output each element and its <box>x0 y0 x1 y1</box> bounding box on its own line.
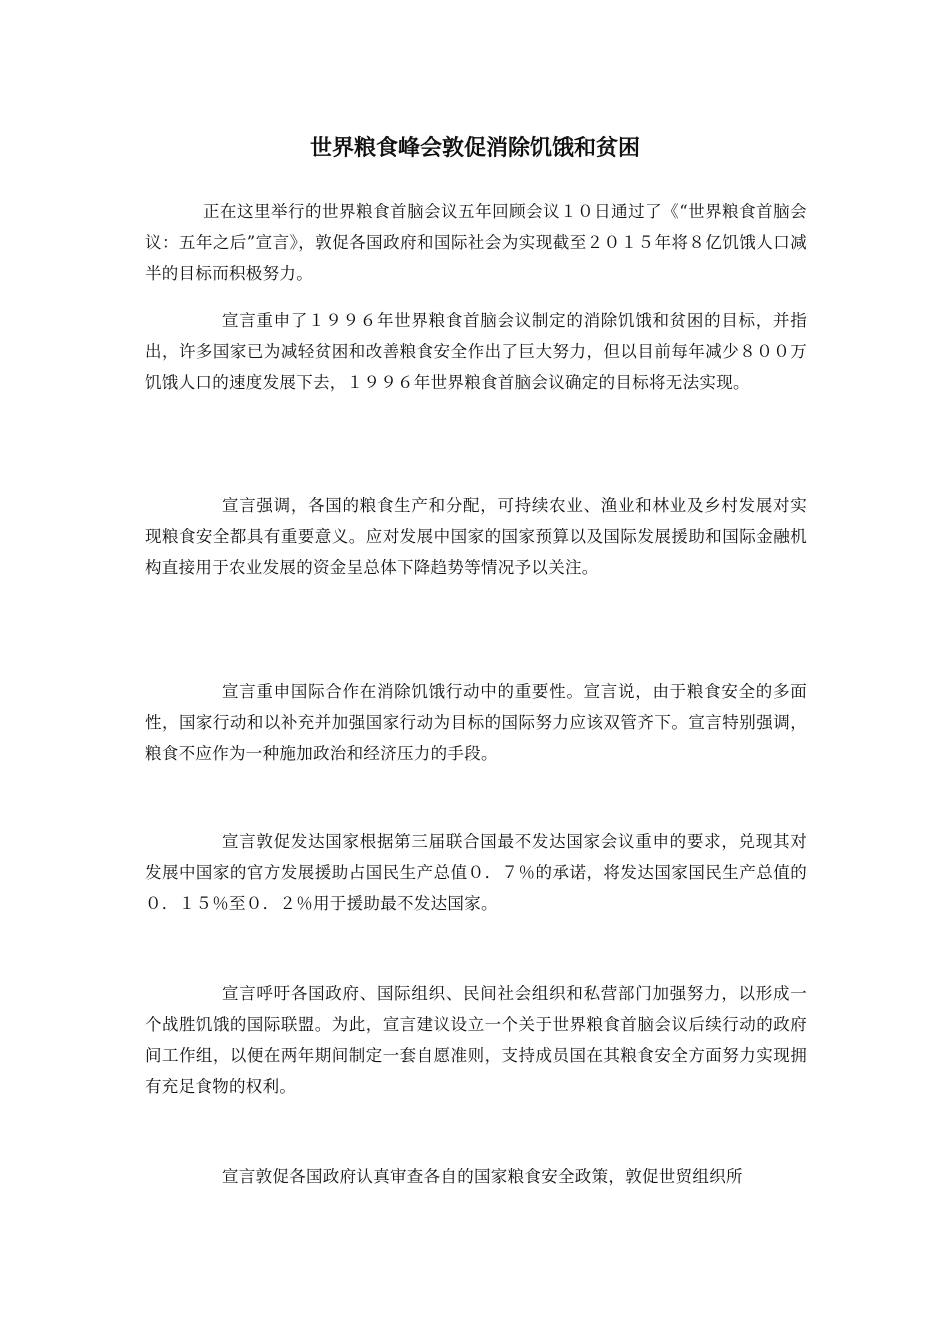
paragraph-1: 正在这里举行的世界粮食首脑会议五年回顾会议１０日通过了《“世界粮食首脑会议：五年之后”宣言》，敦促各国政府和国际社会为实现截至２０１５年将８亿饥饿人口减半的目标而积极努力。 <box>145 202 807 283</box>
paragraph-4: 宣言重申国际合作在消除饥饿行动中的重要性。宣言说，由于粮食安全的多面性，国家行动和以补充并加强国家行动为目标的国际努力应该双管齐下。宣言特别强调，粮食不应作为一种施加政治和经济压力的手段。 <box>145 682 807 763</box>
paragraph-7: 宣言敦促各国政府认真审查各自的国家粮食安全政策，敦促世贸组织所 <box>222 1167 743 1186</box>
paragraph-6: 宣言呼吁各国政府、国际组织、民间社会组织和私营部门加强努力，以形成一个战胜饥饿的国际联盟。为此，宣言建议设立一个关于世界粮食首脑会议后续行动的政府间工作组，以便在两年期间制定一套自愿准则，支持成员国在其粮食安全方面努力实现拥有充足食物的权利。 <box>145 984 807 1096</box>
paragraph-2: 宣言重申了１９９６年世界粮食首脑会议制定的消除饥饿和贫困的目标，并指出，许多国家已为减轻贫困和改善粮食安全作出了巨大努力，但以目前每年减少８００万饥饿人口的速度发展下去，１９９６年世界粮食首脑会议确定的目标将无法实现。 <box>145 311 807 392</box>
document-title: 世界粮食峰会敦促消除饥饿和贫困 <box>309 136 640 161</box>
paragraph-3: 宣言强调，各国的粮食生产和分配，可持续农业、渔业和林业及乡村发展对实现粮食安全都具有重要意义。应对发展中国家的国家预算以及国际发展援助和国际金融机构直接用于农业发展的资金呈总体下降趋势等情况予以关注。 <box>145 496 807 577</box>
paragraph-5: 宣言敦促发达国家根据第三届联合国最不发达国家会议重申的要求，兑现其对发展中国家的官方发展援助占国民生产总值０．７％的承诺，将发达国家国民生产总值的０．１５％至０．２％用于援助最不发达国家。 <box>145 832 807 913</box>
